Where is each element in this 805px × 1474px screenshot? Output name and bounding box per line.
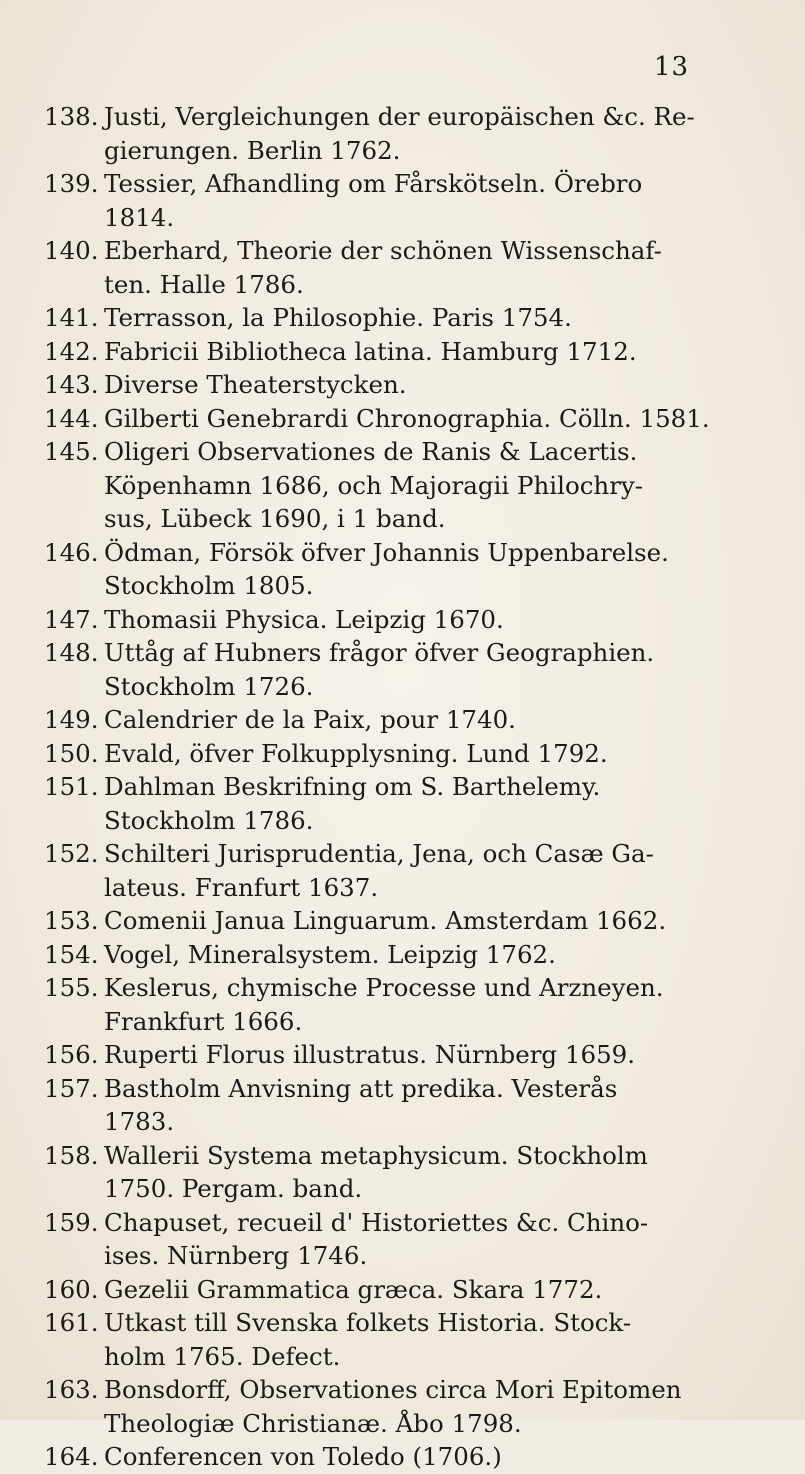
- catalog-entry: [44, 100, 694, 167]
- entry-number: 148.: [44, 638, 99, 667]
- entry-line: Keslerus, chymische Processe und Arzneyen.: [104, 973, 664, 1002]
- entry-number: 155.: [44, 973, 99, 1002]
- page-number: 13: [654, 52, 690, 82]
- entry-number: 161.: [44, 1308, 99, 1337]
- entry-text: [104, 904, 694, 938]
- catalog-entries: [44, 100, 710, 1474]
- entry-number: 140.: [44, 236, 99, 265]
- entry-line: Bastholm Anvisning att predika. Vesterås: [104, 1073, 618, 1103]
- entry-line: Ödman, Försök öfver Johannis Uppenbarelse.: [104, 537, 669, 567]
- entry-line: Utkast till Svenska folkets Historia. Stock-: [104, 1308, 632, 1337]
- entry-line: Conferencen von Toledo (1706.): [104, 1442, 502, 1471]
- entry-text: [104, 1072, 694, 1139]
- entry-number: 147.: [44, 604, 99, 634]
- entry-text: [104, 435, 694, 536]
- catalog-entry: [44, 536, 694, 603]
- entry-text: [104, 770, 694, 837]
- entry-text: [104, 234, 694, 301]
- entry-line: Ruperti Florus illustratus. Nürnberg 1659.: [104, 1040, 636, 1069]
- entry-text: [104, 402, 710, 436]
- entry-line: Theologiæ Christianæ. Åbo 1798.: [104, 1408, 522, 1438]
- entry-line: Stockholm 1786.: [104, 805, 314, 835]
- entry-line: Eberhard, Theorie der schönen Wissenschaf-: [104, 236, 662, 265]
- entry-text: [104, 1206, 694, 1273]
- entry-text: [104, 1139, 694, 1206]
- entry-line: Schilteri Jurisprudentia, Jena, och Casæ Ga-: [104, 839, 654, 868]
- entry-number: 145.: [44, 437, 99, 466]
- catalog-entry: [44, 1206, 694, 1273]
- entry-line: Diverse Theaterstycken.: [104, 370, 407, 399]
- entry-line: lateus. Franfurt 1637.: [104, 872, 379, 902]
- entry-line: Köpenhamn 1686, och Majoragii Philochry-: [104, 470, 644, 500]
- entry-number: 153.: [44, 906, 99, 935]
- catalog-entry: [44, 971, 694, 1038]
- entry-number: 163.: [44, 1375, 99, 1404]
- entry-text: [104, 1373, 694, 1440]
- catalog-entry: [44, 904, 694, 938]
- entry-line: Tessier, Afhandling om Fårskötseln. Örebro: [104, 169, 643, 198]
- entry-number: 160.: [44, 1274, 99, 1304]
- entry-number: 159.: [44, 1207, 99, 1237]
- entry-line: Stockholm 1805.: [104, 571, 314, 600]
- catalog-entry: [44, 703, 694, 737]
- entry-line: Justi, Vergleichungen der europäischen &c. Re-: [104, 102, 695, 131]
- entry-number: 138.: [44, 102, 99, 131]
- entry-line: ises. Nürnberg 1746.: [104, 1241, 368, 1270]
- entry-line: Gilberti Genebrardi Chronographia. Cölln. 1581.: [104, 403, 710, 433]
- entry-line: 1783.: [104, 1107, 175, 1136]
- entry-number: 164.: [44, 1442, 99, 1471]
- entry-text: [104, 301, 694, 335]
- entry-line: Comenii Janua Linguarum. Amsterdam 1662.: [104, 906, 667, 935]
- entry-text: [104, 1306, 694, 1373]
- entry-number: 156.: [44, 1040, 99, 1069]
- entry-number: 152.: [44, 839, 99, 868]
- entry-number: 158.: [44, 1140, 99, 1170]
- catalog-entry: [44, 1072, 694, 1139]
- entry-text: [104, 837, 694, 904]
- entry-line: Dahlman Beskrifning om S. Barthelemy.: [104, 772, 601, 801]
- entry-text: [104, 971, 694, 1038]
- entry-text: [104, 368, 694, 402]
- entry-line: gierungen. Berlin 1762.: [104, 135, 401, 165]
- catalog-entry: [44, 603, 694, 637]
- entry-number: 141.: [44, 303, 99, 332]
- entry-number: 154.: [44, 939, 99, 969]
- entry-line: Stockholm 1726.: [104, 671, 314, 701]
- catalog-entry: [44, 1038, 694, 1072]
- entry-text: [104, 536, 694, 603]
- catalog-entry: [44, 167, 694, 234]
- entry-text: [104, 1440, 694, 1474]
- catalog-entry: [44, 435, 694, 536]
- entry-text: [104, 938, 694, 972]
- entry-line: Vogel, Mineralsystem. Leipzig 1762.: [104, 939, 556, 969]
- entry-text: [104, 100, 694, 167]
- entry-text: [104, 603, 694, 637]
- catalog-entry: [44, 636, 694, 703]
- entry-line: sus, Lübeck 1690, i 1 band.: [104, 504, 446, 533]
- entry-number: 146.: [44, 537, 99, 567]
- catalog-entry: [44, 837, 694, 904]
- entry-text: [104, 335, 694, 369]
- entry-number: 142.: [44, 336, 99, 366]
- catalog-entry: [44, 368, 694, 402]
- entry-text: [104, 703, 694, 737]
- entry-line: holm 1765. Defect.: [104, 1341, 341, 1371]
- entry-line: Fabricii Bibliotheca latina. Hamburg 1712.: [104, 336, 637, 366]
- catalog-entry: [44, 1273, 694, 1307]
- entry-text: [104, 1273, 694, 1307]
- catalog-entry: [44, 1306, 694, 1373]
- entry-number: 144.: [44, 403, 99, 433]
- entry-line: Uttåg af Hubners frågor öfver Geographien.: [104, 638, 655, 667]
- catalog-entry: [44, 1373, 694, 1440]
- entry-line: 1814.: [104, 202, 175, 232]
- entry-line: 1750. Pergam. band.: [104, 1174, 363, 1203]
- catalog-entry: [44, 1139, 694, 1206]
- catalog-entry: [44, 301, 694, 335]
- entry-line: ten. Halle 1786.: [104, 269, 304, 299]
- catalog-entry: [44, 770, 694, 837]
- entry-line: Gezelii Grammatica græca. Skara 1772.: [104, 1274, 603, 1304]
- entry-line: Chapuset, recueil d' Historiettes &c. Chino-: [104, 1207, 649, 1237]
- entry-number: 143.: [44, 370, 99, 399]
- entry-text: [104, 1038, 694, 1072]
- entry-line: Terrasson, la Philosophie. Paris 1754.: [104, 303, 572, 332]
- catalog-entry: [44, 402, 710, 436]
- entry-number: 149.: [44, 705, 99, 734]
- entry-number: 139.: [44, 169, 99, 198]
- entry-line: Bonsdorff, Observationes circa Mori Epitomen: [104, 1375, 682, 1404]
- entry-text: [104, 636, 694, 703]
- entry-number: 157.: [44, 1073, 99, 1103]
- catalog-entry: [44, 737, 694, 771]
- entry-line: Frankfurt 1666.: [104, 1006, 303, 1036]
- entry-line: Evald, öfver Folkupplysning. Lund 1792.: [104, 738, 608, 768]
- entry-line: Wallerii Systema metaphysicum. Stockholm: [104, 1140, 648, 1170]
- entry-line: Calendrier de la Paix, pour 1740.: [104, 705, 516, 734]
- catalog-entry: [44, 234, 694, 301]
- entry-line: Oligeri Observationes de Ranis & Lacertis.: [104, 437, 638, 466]
- entry-number: 151.: [44, 772, 99, 801]
- entry-text: [104, 167, 694, 234]
- catalog-entry: [44, 335, 694, 369]
- entry-line: Thomasii Physica. Leipzig 1670.: [104, 604, 504, 634]
- catalog-entry: [44, 938, 694, 972]
- entry-text: [104, 737, 694, 771]
- catalog-entry: [44, 1440, 694, 1474]
- entry-number: 150.: [44, 738, 99, 768]
